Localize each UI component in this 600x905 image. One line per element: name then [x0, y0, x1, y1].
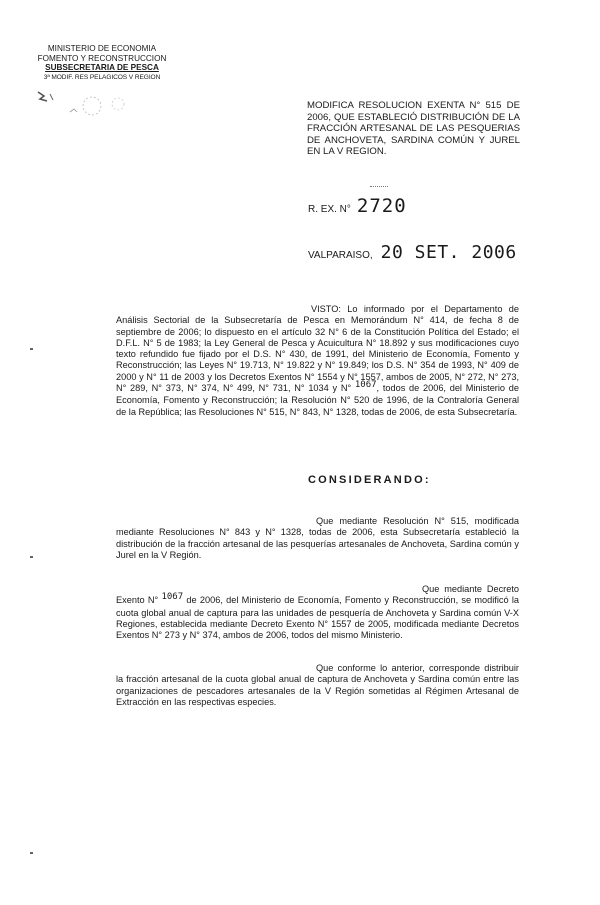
letterhead: [22, 44, 182, 82]
margin-mark: [30, 348, 33, 350]
visto-text-end: , todos de 2006, del Ministerio de Economía, Fomento y Reconstrucción; la Resolución N° 520 de 1996, de la Contraloría General de la República; las Resoluciones N° 515, N° 843, N° 1328, todas de 2006, de esta Subsecretaría.: [116, 383, 519, 417]
considerando-paragraph-3: Que conforme lo anterior, corresponde distribuir la fracción artesanal de la cuota global anual de captura de Anchoveta y Sardina común entre las organizaciones de pescadores artesanales de la V Región sometidas al Régimen Artesanal de Extracción en las respectivas especies.: [116, 663, 519, 707]
stamp-seal: [30, 86, 160, 120]
considerando-2-number: 1067: [161, 592, 184, 603]
visto-text: VISTO: Lo informado por el Departamento de Análisis Sectorial de la Subsecretaría de Pesca en Memorándum N° 414, de fecha 8 de septiembre de 2006; lo dispuesto en el artículo 32 N° 6 de la Constitución Política del Estado; el D.F.L. N° 5 de 1983; la Ley General de Pesca y Acuicultura N° 18.892 y sus modificaciones cuyo texto refundido fue fijado por el D.S. N° 430, de 1991, del Ministerio de Economía, Fomento y Reconstrucción; las Leyes N° 19.713, N° 19.822 y N° 19.849; los D.S. N° 354 de 1993, N° 409 de 2000 y N° 11 de 2003 y los Decretos Exentos N° 1554 y N° 1557, ambos de 2005, N° 272, N° 273, N° 289, N° 373, N° 374, N° 499, N° 731, N° 1034 y N°: [116, 304, 519, 394]
visto-paragraph: [116, 304, 519, 418]
margin-mark: [30, 556, 33, 558]
considerando-heading: CONSIDERANDO:: [308, 474, 431, 486]
considerando-paragraph-2: [116, 584, 519, 641]
margin-mark: [30, 852, 33, 854]
place: VALPARAISO,: [308, 250, 373, 261]
document-reference: 3ª MODIF. RES PELAGICOS V REGION: [43, 73, 161, 81]
divider: [370, 186, 388, 187]
subject-line-2: DE 2006, QUE ESTABLECIÓ DISTRIBUCIÓN DE LA FRACCIÓN ARTESANAL DE LAS PESQUERIAS DE ANCHOVETA, SARDINA COMÚN Y JUREL EN LA V REGION.: [307, 100, 520, 158]
resolution-label: R. EX. N°: [308, 204, 351, 215]
date-stamp: 20 SET. 2006: [380, 242, 517, 263]
considerando-2-start: Que mediante Decreto Exento N°: [116, 584, 519, 606]
resolution-value: 2720: [356, 195, 407, 217]
subject-line-1: MODIFICA RESOLUCION EXENTA N° 515: [307, 100, 502, 111]
resolution-number: [308, 195, 407, 217]
ministry-name: MINISTERIO DE ECONOMIA: [47, 44, 157, 53]
subject-block: [307, 100, 520, 158]
ministry-name-2: FOMENTO Y RECONSTRUCCION: [37, 53, 167, 63]
considerando-2-end: de 2006, del Ministerio de Economía, Fomento y Reconstrucción, se modificó la cuota global anual de captura para las unidades de pesquería de Anchoveta y Sardina común V-X Regiones, establecida mediante Decreto Exento N° 1557 de 2005, modificada mediante Decretos Exentos N° 273 y N° 374, ambos de 2006, todos del mismo Ministerio.: [116, 595, 519, 641]
subsecretaria-name: SUBSECRETARIA DE PESCA: [45, 63, 159, 73]
place-date: [308, 242, 517, 263]
visto-handwritten-number: 1067: [354, 380, 377, 391]
considerando-paragraph-1: Que mediante Resolución N° 515, modificada mediante Resoluciones N° 843 y N° 1328, todas de 2006, esta Subsecretaría estableció la distribución de la fracción artesanal de las pesquerías artesanales de Anchoveta, Sardina común y Jurel en la V Región.: [116, 516, 519, 560]
